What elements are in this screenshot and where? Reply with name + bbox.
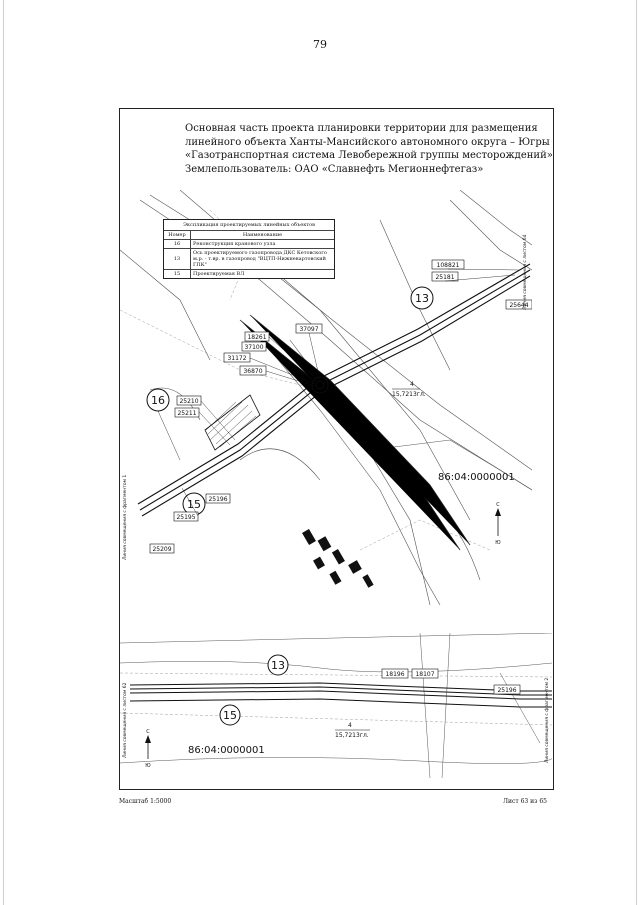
legend-header-number: Номер: [164, 231, 191, 240]
parcel-box-25209: [150, 544, 174, 553]
bottom-map-segment-number: 4: [348, 722, 352, 729]
svg-text:36870: 36870: [243, 368, 263, 375]
svg-text:37097: 37097: [299, 326, 319, 333]
legend-row-number: 13: [164, 249, 191, 270]
svg-text:25211: 25211: [177, 410, 197, 417]
title-line-3: «Газотранспортная система Левобережной группы месторождений»: [185, 150, 553, 161]
parcel-box-25644: [506, 300, 532, 309]
legend-row: [164, 249, 334, 270]
parcel-box-25196: [206, 494, 230, 503]
svg-text:18107: 18107: [415, 671, 435, 678]
main-map-south-label: Ю: [495, 540, 501, 546]
bottom-map-distance: 15,7213гл.: [335, 732, 369, 739]
bottom-map-pipeline-corridor: [130, 683, 552, 707]
svg-text:18261: 18261: [247, 334, 267, 341]
sheet-title: [185, 122, 553, 176]
svg-text:25196: 25196: [497, 687, 517, 694]
main-map-side-label-left: Линия совмещения с фрагментом 1: [123, 474, 128, 560]
title-line-4: Землепользователь: ОАО «Славнефть Мегионнефтегаз»: [185, 163, 484, 175]
main-map-cadastral-number: 86:04:0000001: [438, 472, 515, 483]
parcel-box-31172: [224, 353, 250, 362]
bottom-map-side-label-right: Линия совмещения с фрагментом 2: [545, 677, 550, 763]
legend-table: [163, 219, 335, 279]
bottom-map-dashed-lines: [120, 673, 552, 725]
legend-header-row: [164, 231, 334, 240]
svg-text:25181: 25181: [435, 274, 455, 281]
svg-text:25196: 25196: [208, 496, 228, 503]
legend-row: [164, 270, 334, 279]
main-map-crossing-road: [240, 315, 470, 550]
parcel-box-108821: [432, 260, 464, 269]
legend-grid: [164, 230, 334, 278]
sheet-label: Лист 63 из 65: [503, 798, 547, 805]
main-map-segment-number: 4: [410, 381, 414, 388]
scale-label: Масштаб 1:5000: [119, 798, 172, 805]
svg-text:108821: 108821: [436, 262, 460, 269]
legend-row-number: 15: [164, 270, 191, 279]
parcel-box-25195: [174, 512, 198, 521]
legend-caption: Экспликация проектируемых линейных объектов: [183, 222, 315, 228]
bottom-map-south-label: Ю: [145, 763, 151, 769]
svg-text:31172: 31172: [227, 355, 247, 362]
bottom-map-circle-13-label: 13: [271, 659, 285, 672]
main-map-circle-15-label: 15: [187, 498, 201, 511]
main-map-circle-16-label: 16: [151, 394, 165, 407]
parcel-box-37100: [242, 342, 266, 351]
main-map-north-label: С: [496, 502, 500, 508]
page-number: 79: [313, 38, 327, 51]
title-line-2: линейного объекта Ханты-Мансийского автономного округа – Югры: [185, 136, 550, 148]
svg-text:25195: 25195: [176, 514, 196, 521]
svg-text:37100: 37100: [244, 344, 264, 351]
main-map-distance: 15,7213гл.: [392, 391, 426, 398]
bottom-map-circle-15-label: 15: [223, 709, 237, 722]
parcel-box-18196: [382, 669, 408, 678]
main-map-hatched-area: [205, 395, 260, 450]
main-map-side-label-right: Линия совмещения с листом 64: [523, 234, 528, 310]
parcel-box-25181: [432, 272, 458, 281]
bottom-map-circle-13: [268, 655, 288, 675]
bottom-map-labels: [122, 678, 550, 763]
parcel-box-18261: [245, 332, 269, 341]
main-map-buildings: [302, 529, 374, 588]
legend-header-name: Наименование: [191, 231, 335, 240]
legend-row-name: Ось проектируемого газопровода ДКС Кетовского м.р. - т.вр. в газопровод "ВЦТП-Нижневартовский ГПК": [191, 249, 335, 270]
svg-text:25209: 25209: [152, 546, 172, 553]
parcel-box-25210: [177, 396, 201, 405]
parcel-box-37097: [296, 324, 322, 333]
legend-row-name: Проектируемая ВЛ: [191, 270, 335, 279]
legend-row: [164, 240, 334, 249]
bottom-map-north-arrow: [145, 729, 151, 769]
main-map-north-arrow: [495, 502, 501, 546]
bottom-map-circle-15: [220, 705, 240, 725]
parcel-box-25196: [494, 685, 520, 694]
parcel-box-18107: [412, 669, 438, 678]
main-map-circle-13: [411, 287, 433, 309]
svg-text:18196: 18196: [385, 671, 405, 678]
parcel-box-36870: [240, 366, 266, 375]
title-line-1: Основная часть проекта планировки территории для размещения: [185, 123, 538, 134]
parcel-box-25211: [175, 408, 199, 417]
main-map-circle-16: [147, 389, 169, 411]
legend-row-name: Реконструкция кранового узла: [191, 240, 335, 249]
scan-edge-left: [3, 0, 4, 905]
legend-row-number: 16: [164, 240, 191, 249]
bottom-map-north-label: С: [146, 729, 150, 735]
bottom-map-side-label-left: Линия совмещения с листом 62: [123, 682, 128, 758]
bottom-map: [120, 633, 552, 778]
main-map-circle-13-label: 13: [415, 292, 429, 305]
scan-edge-right: [636, 0, 637, 905]
svg-text:25210: 25210: [179, 398, 199, 405]
bottom-map-cadastral-number: 86:04:0000001: [188, 745, 265, 756]
svg-text:25644: 25644: [509, 302, 529, 309]
